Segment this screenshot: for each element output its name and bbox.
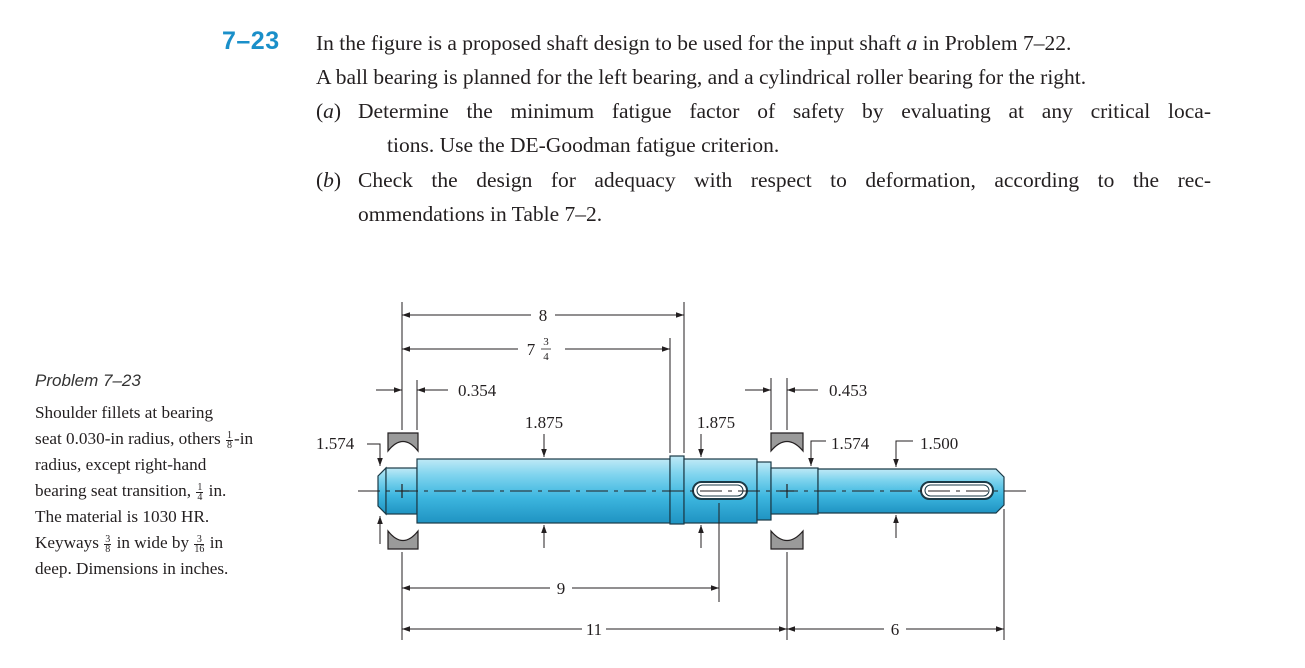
problem-statement-line-1: In the figure is a proposed shaft design to be used for the input shaft a in Problem 7–22. xyxy=(316,31,1072,55)
dim-7-whole: 7 xyxy=(526,340,536,359)
dim-7-frac-num: 3 xyxy=(543,336,549,348)
dim-0354: 0.354 xyxy=(458,381,497,400)
right-bearing-bottom-icon xyxy=(771,531,803,549)
caption-line-5: The material is 1030 HR. xyxy=(35,507,210,526)
dim-9: 9 xyxy=(556,579,566,598)
caption-line-3: radius, except right-hand xyxy=(35,455,207,474)
problem-number: 7–23 xyxy=(222,27,280,55)
dim-0453: 0.453 xyxy=(829,381,868,400)
fraction: $\frac{3}{16}$ xyxy=(194,533,205,555)
fraction: $\frac{1}{8}$ xyxy=(226,429,232,451)
shaft-collar xyxy=(670,456,684,524)
caption-line-7: deep. Dimensions in inches. xyxy=(35,559,229,578)
dim-left-bearing-dia: 1.574 xyxy=(316,434,355,453)
caption-line-4: bearing seat transition, $\frac{1}{4}$ in. xyxy=(35,481,227,503)
dim-end-dia: 1.500 xyxy=(920,434,959,453)
caption-title: Problem 7–23 xyxy=(35,371,141,390)
part-b-label: (b) xyxy=(316,168,342,192)
right-bearing-top-icon xyxy=(771,433,803,451)
part-b-line-1: Check the design for adequacy with respect to deformation, according to the rec- xyxy=(358,168,1211,192)
left-bearing-bottom-icon xyxy=(388,531,418,549)
caption-line-6: Keyways $\frac{3}{8}$ in wide by $\frac{3}{16}$ in xyxy=(35,533,224,555)
dim-gear-dia: 1.875 xyxy=(696,413,736,432)
dim-6: 6 xyxy=(890,620,900,639)
dim-7-frac-den: 4 xyxy=(543,351,549,363)
part-a-line-1: Determine the minimum fatigue factor of safety by evaluating at any critical loca- xyxy=(358,99,1211,123)
dim-8: 8 xyxy=(538,306,548,325)
problem-statement-line-2: A ball bearing is planned for the left bearing, and a cylindrical roller bearing for the right. xyxy=(316,65,1087,89)
caption-line-1: Shoulder fillets at bearing xyxy=(35,403,214,422)
caption-line-2: seat 0.030-in radius, others $\frac{1}{8}$ -in xyxy=(35,429,254,451)
dim-body-dia: 1.875 xyxy=(524,413,564,432)
left-bearing-top-icon xyxy=(388,433,418,451)
dim-11: 11 xyxy=(585,620,603,639)
fraction: $\frac{1}{4}$ xyxy=(197,481,203,503)
part-a-label: (a) xyxy=(316,99,342,123)
part-a-line-2: tions. Use the DE-Goodman fatigue criterion. xyxy=(387,133,780,157)
shaft-body xyxy=(378,456,1004,524)
part-b-line-2: ommendations in Table 7–2. xyxy=(358,202,603,226)
fraction: $\frac{3}{8}$ xyxy=(105,533,111,555)
dim-right-bearing-dia: 1.574 xyxy=(831,434,870,453)
